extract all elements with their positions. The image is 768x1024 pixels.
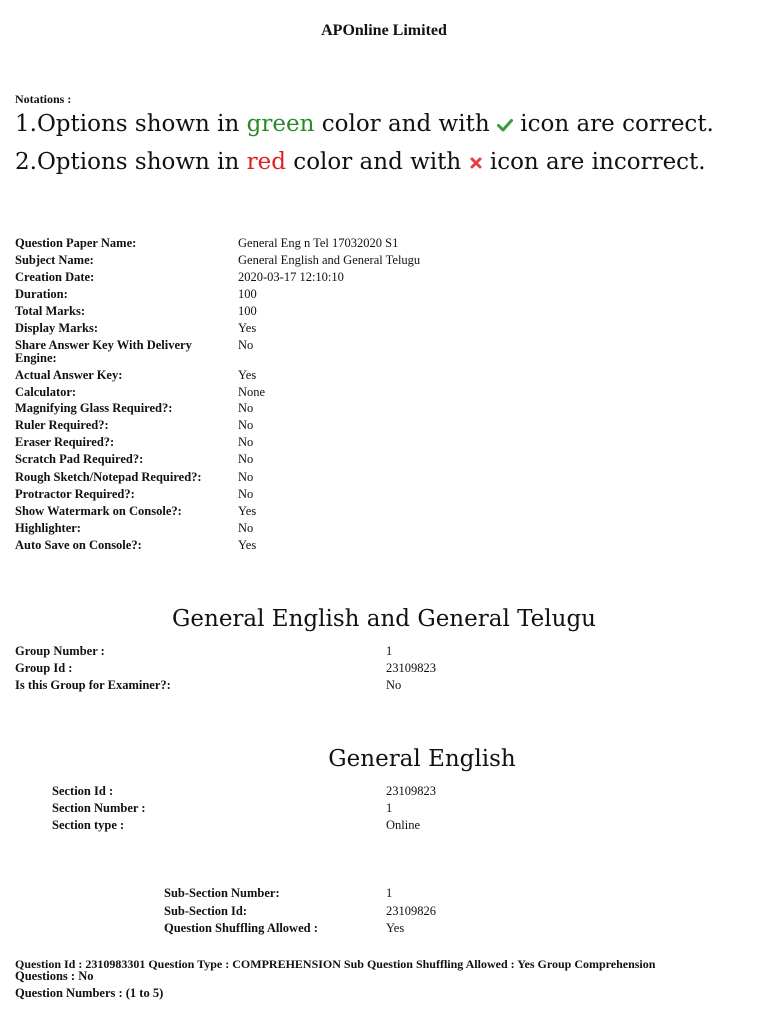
notation-correct-middle: color and with [314, 111, 497, 137]
paper-detail-key: Eraser Required?: [15, 435, 115, 449]
paper-detail-value: No [238, 521, 254, 535]
question-info [15, 958, 755, 982]
subsection-detail-key: Question Shuffling Allowed : [164, 921, 318, 935]
paper-detail-key: Protractor Required?: [15, 487, 135, 501]
notation-correct-suffix: icon are correct. [512, 111, 714, 137]
paper-detail-key: Duration: [15, 287, 68, 301]
section-detail-key: Section Id : [52, 784, 114, 798]
question-numbers: Question Numbers : (1 to 5) [15, 986, 164, 1000]
group-detail-key: Group Id : [15, 661, 73, 675]
paper-detail-key: Highlighter: [15, 521, 81, 535]
notation-incorrect-suffix: icon are incorrect. [482, 149, 706, 175]
page-title: APOnline Limited [321, 22, 447, 39]
paper-detail-value: Yes [238, 368, 257, 382]
paper-detail-key: Subject Name: [15, 253, 94, 267]
group-detail-value: 1 [386, 644, 393, 658]
paper-detail-value: No [238, 487, 254, 501]
group-heading: General English and General Telugu [172, 606, 596, 632]
group-detail-value: No [386, 678, 402, 692]
subsection-detail-key: Sub-Section Id: [164, 904, 248, 918]
subsection-detail-value: 1 [386, 886, 393, 900]
section-detail-value: Online [386, 818, 421, 832]
paper-detail-key: Scratch Pad Required?: [15, 452, 144, 466]
paper-detail-key: Total Marks: [15, 304, 86, 318]
section-heading: General English [328, 746, 516, 772]
section-detail-value: 23109823 [386, 784, 436, 798]
paper-detail-value: 2020-03-17 12:10:10 [238, 270, 344, 284]
paper-detail-value: 100 [238, 304, 257, 318]
notation-correct [15, 111, 714, 138]
paper-detail-key: Ruler Required?: [15, 418, 109, 432]
subsection-detail-value: Yes [386, 921, 405, 935]
section-detail-value: 1 [386, 801, 393, 815]
paper-detail-value: Yes [238, 504, 257, 518]
notation-incorrect-color-word: red [246, 149, 286, 175]
paper-detail-key-cont: Engine: [15, 351, 57, 365]
paper-detail-key: Display Marks: [15, 321, 98, 335]
check-icon [497, 112, 513, 138]
paper-detail-value: General Eng n Tel 17032020 S1 [238, 236, 399, 250]
paper-detail-key: Creation Date: [15, 270, 95, 284]
paper-detail-value: No [238, 470, 254, 484]
paper-detail-key: Calculator: [15, 385, 77, 399]
paper-detail-value: No [238, 435, 254, 449]
paper-detail-value: Yes [238, 538, 257, 552]
notation-incorrect-middle: color and with [286, 149, 469, 175]
subsection-detail-key: Sub-Section Number: [164, 886, 280, 900]
group-detail-key: Group Number : [15, 644, 105, 658]
section-detail-key: Section type : [52, 818, 125, 832]
group-detail-key: Is this Group for Examiner?: [15, 678, 171, 692]
paper-detail-key: Actual Answer Key: [15, 368, 123, 382]
paper-detail-value: 100 [238, 287, 257, 301]
paper-detail-key: Auto Save on Console?: [15, 538, 142, 552]
section-detail-key: Section Number : [52, 801, 146, 815]
paper-detail-key: Question Paper Name: [15, 236, 137, 250]
group-detail-value: 23109823 [386, 661, 436, 675]
paper-detail-value: No [238, 338, 254, 352]
notations-label: Notations : [15, 92, 72, 106]
cross-icon [469, 150, 483, 176]
paper-detail-key: Show Watermark on Console?: [15, 504, 182, 518]
paper-detail-key: Rough Sketch/Notepad Required?: [15, 470, 202, 484]
notation-correct-color-word: green [246, 111, 315, 137]
notation-incorrect [15, 149, 706, 176]
paper-detail-value: No [238, 401, 254, 415]
question-info-line-cont: Questions : No [15, 969, 94, 983]
question-info-line: Question Id : 2310983301 Question Type : COMPREHENSION Sub Question Shuffling Allowed : Yes Group Comprehension [15, 957, 656, 971]
paper-detail-key: Magnifying Glass Required?: [15, 401, 173, 415]
paper-detail-value: General English and General Telugu [238, 253, 421, 267]
subsection-detail-value: 23109826 [386, 904, 436, 918]
notation-incorrect-prefix: 2.Options shown in [15, 149, 247, 175]
paper-detail-key: Share Answer Key With Delivery [15, 338, 192, 352]
paper-detail-value: Yes [238, 321, 257, 335]
paper-detail-value: No [238, 452, 254, 466]
paper-detail-value: No [238, 418, 254, 432]
paper-detail-value: None [238, 385, 266, 399]
notation-correct-prefix: 1.Options shown in [15, 111, 247, 137]
